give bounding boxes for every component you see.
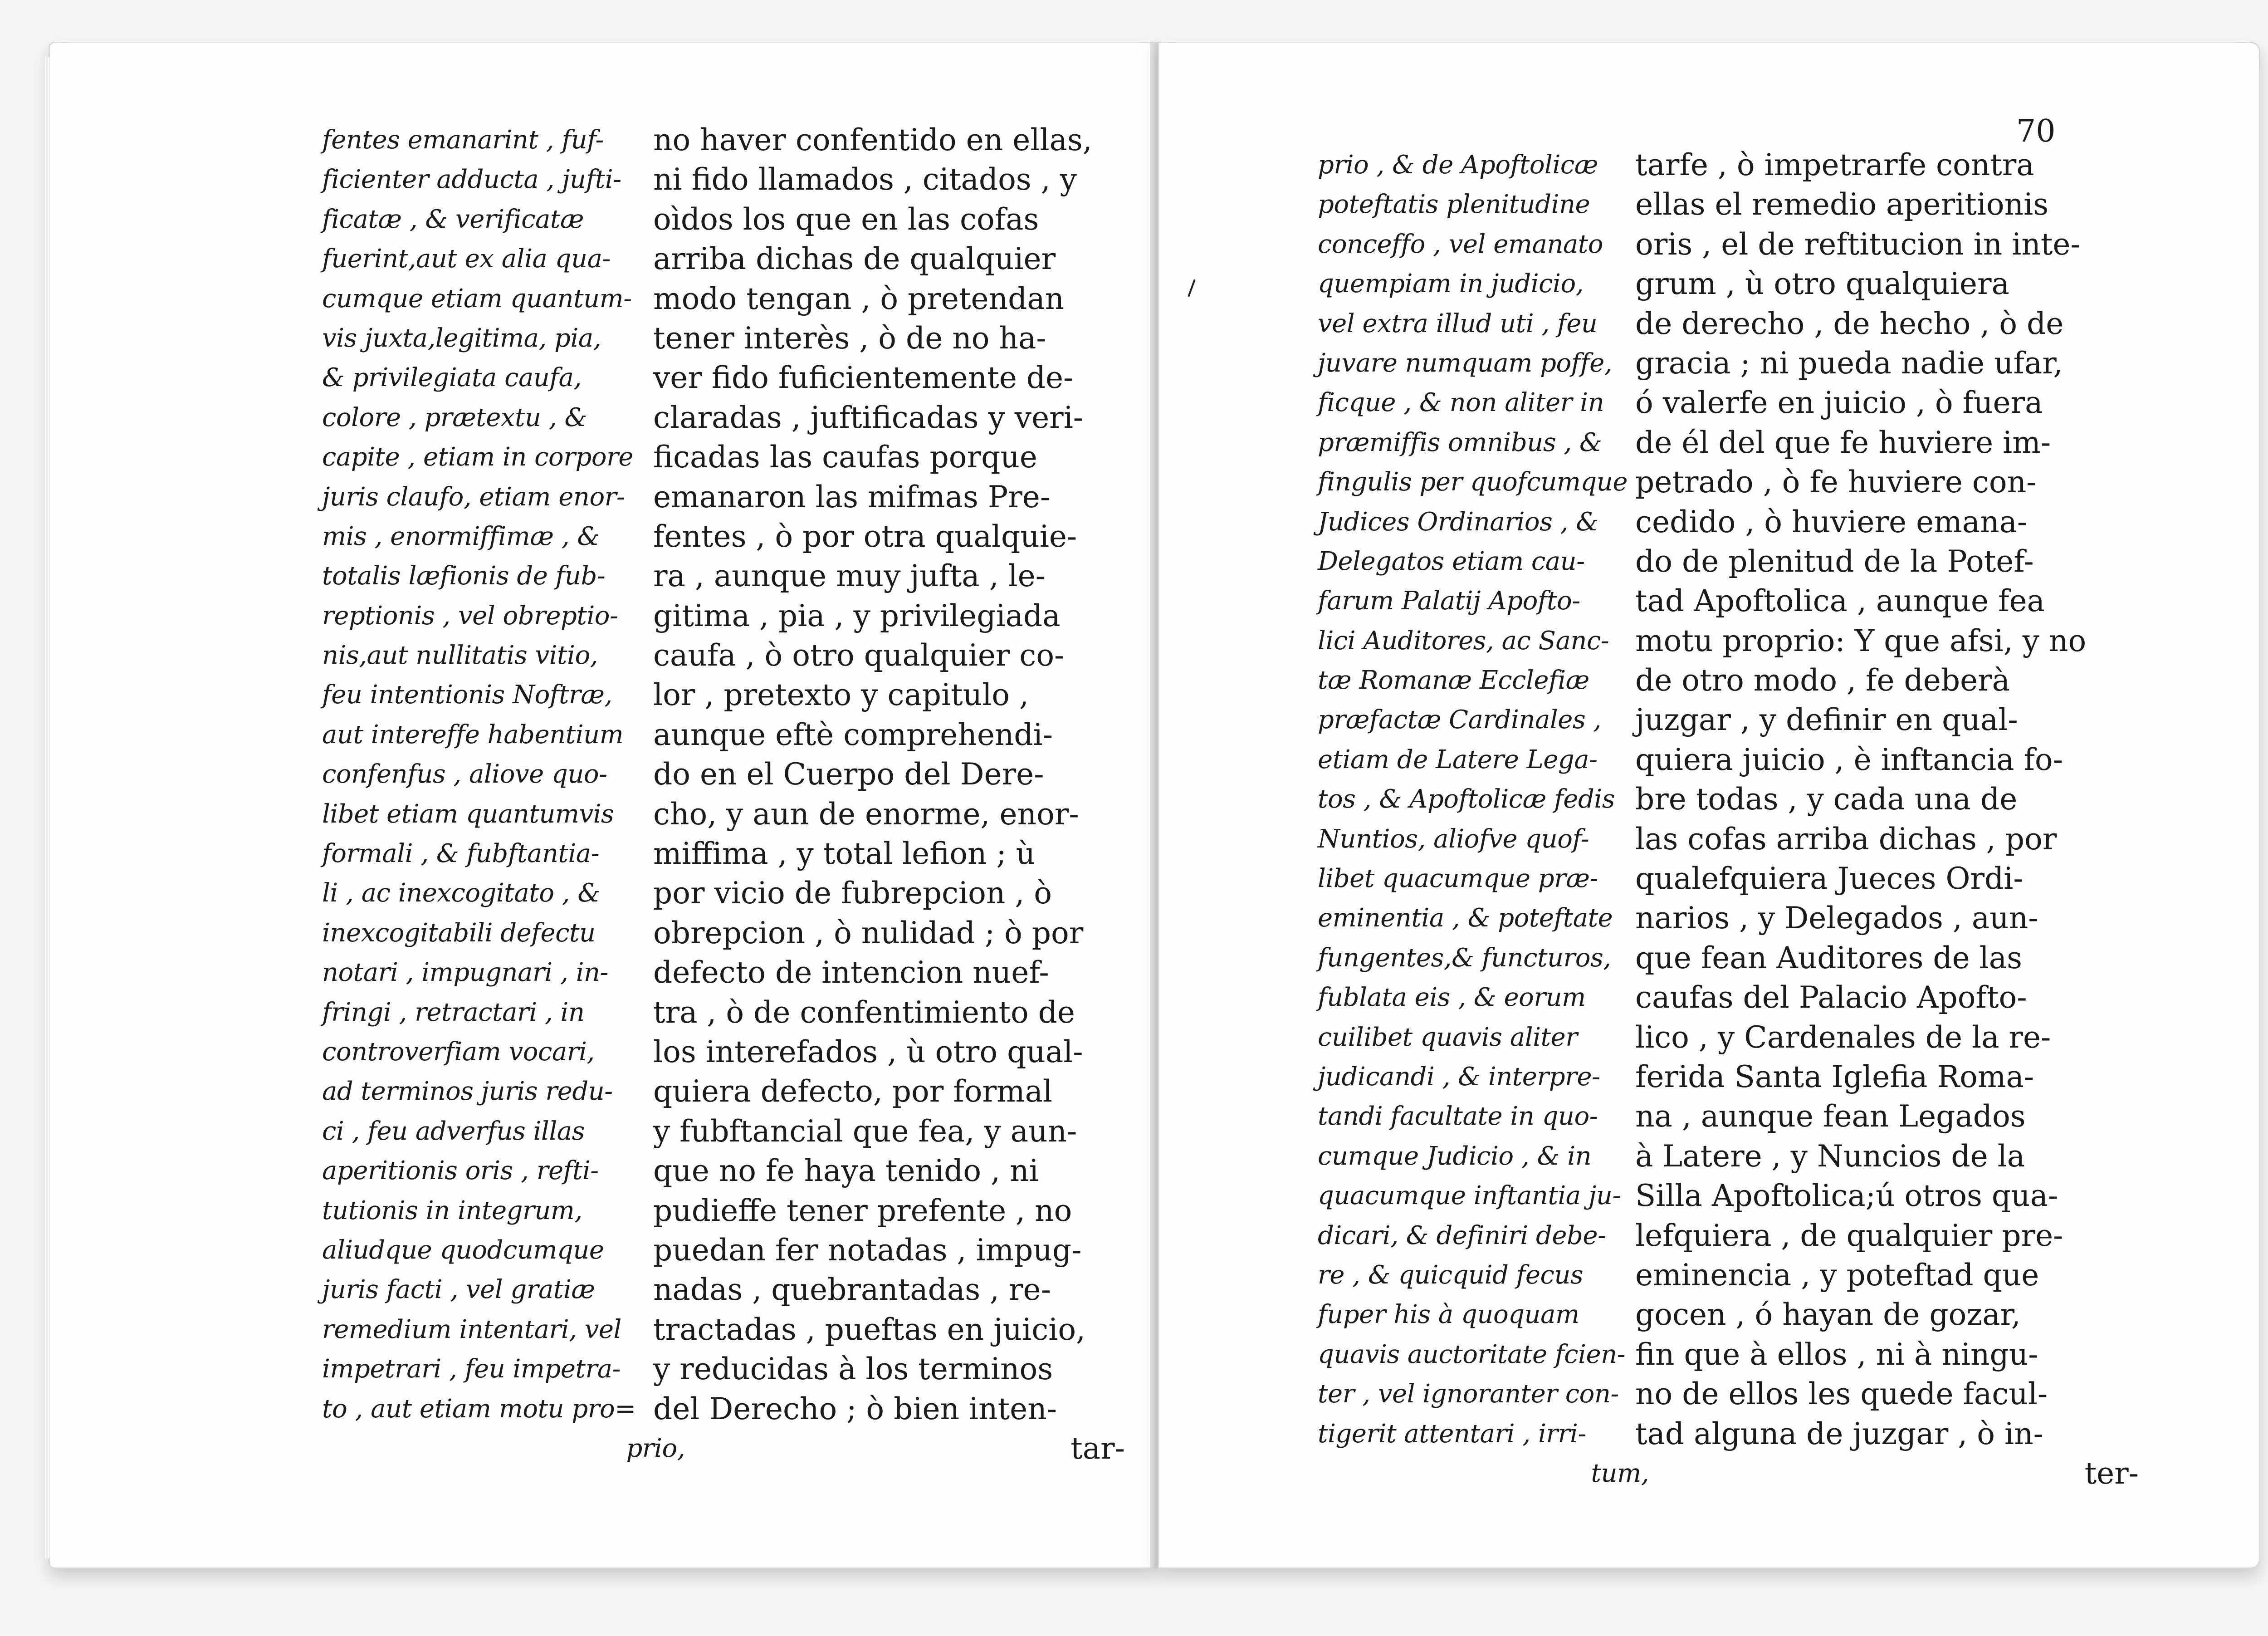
text-line: reptionis , vel obreptio- — [322, 601, 618, 631]
text-line: modo tengan , ò pretendan — [653, 281, 1065, 316]
text-line: poteftatis plenitudine — [1318, 190, 1590, 220]
text-line: lefquiera , de qualquier pre- — [1635, 1218, 2063, 1253]
text-line: motu proprio: Y que afsi, y no — [1635, 623, 2087, 658]
text-line: no de ellos les quede facul- — [1635, 1376, 2048, 1412]
text-line: quacumque inftantia ju- — [1318, 1181, 1621, 1211]
text-line: oris , el de reftitucion in inte- — [1635, 226, 2081, 262]
text-line: tad Apoftolica , aunque fea — [1635, 583, 2045, 619]
text-line: tum, — [1591, 1458, 1649, 1488]
text-line: qualefquiera Jueces Ordi- — [1635, 861, 2024, 896]
text-line: Delegatos etiam cau- — [1318, 546, 1585, 576]
text-line: bre todas , y cada una de — [1635, 782, 2018, 817]
text-line: claradas , juftificadas y veri- — [653, 400, 1084, 435]
text-line: ficatæ , & verificatæ — [322, 204, 584, 234]
text-line: ter , vel ignoranter con- — [1318, 1379, 1619, 1409]
text-line: tarfe , ò impetrarfe contra — [1635, 147, 2034, 182]
text-line: vis juxta,legitima, pia, — [322, 323, 601, 353]
text-line: oìdos los que en las cofas — [653, 201, 1039, 237]
text-line: ellas el remedio aperitionis — [1635, 187, 2049, 222]
text-line: quavis auctoritate fcien- — [1318, 1339, 1626, 1369]
text-line: fringi , retractari , in — [322, 997, 585, 1027]
text-line: emanaron las mifmas Pre- — [653, 479, 1051, 514]
text-line: tos , & Apoftolicæ fedis — [1318, 784, 1615, 814]
text-line: formali , & fubftantia- — [322, 839, 600, 869]
text-line: tæ Romanæ Ecclefiæ — [1318, 666, 1589, 696]
text-line: ci , feu adverfus illas — [322, 1116, 585, 1146]
text-line: præmiffis omnibus , & — [1318, 427, 1602, 457]
text-line: aut intereffe habentium — [322, 720, 624, 749]
text-line: libet etiam quantumvis — [322, 799, 614, 829]
right-page — [1159, 43, 2259, 1567]
text-line: defecto de intencion nuef- — [653, 955, 1049, 990]
text-line: feu intentionis Noftræ, — [322, 680, 612, 710]
text-line: juris claufo, etiam enor- — [322, 482, 625, 512]
text-line: do en el Cuerpo del Dere- — [653, 757, 1044, 792]
text-line: que fean Auditores de las — [1635, 940, 2022, 975]
text-line: puedan fer notadas , impug- — [653, 1232, 1082, 1268]
text-line: ficienter adducta , jufti- — [322, 165, 621, 195]
text-line: no haver confentido en ellas, — [653, 122, 1092, 157]
text-line: & privilegiata caufa, — [322, 363, 582, 393]
right-spanish-column — [1635, 145, 2139, 1493]
text-line: juris facti , vel gratiæ — [322, 1275, 595, 1305]
left-page — [50, 43, 1157, 1567]
ink-mark — [1188, 279, 1195, 297]
text-line: prio , & de Apoftolicæ — [1318, 150, 1598, 180]
text-line: ter- — [2084, 1455, 2139, 1491]
text-line: ra , aunque muy jufta , le- — [653, 558, 1046, 594]
text-line: las cofas arriba dichas , por — [1635, 821, 2057, 857]
text-line: conceffo , vel emanato — [1318, 229, 1603, 259]
text-line: arriba dichas de qualquier — [653, 241, 1056, 277]
text-line: dicari, & definiri debe- — [1318, 1220, 1606, 1250]
text-line: Silla Apoftolica;ú otros qua- — [1635, 1178, 2058, 1214]
text-line: ferida Santa Iglefia Roma- — [1635, 1059, 2034, 1094]
text-line: eminentia , & poteftate — [1318, 903, 1613, 933]
text-line: remedium intentari, vel — [322, 1314, 621, 1344]
text-line: ficadas las caufas porque — [653, 440, 1037, 475]
text-line: confenfus , aliove quo- — [322, 759, 607, 789]
book-spread — [50, 43, 2254, 1567]
text-line: gocen , ó hayan de gozar, — [1635, 1297, 2021, 1332]
text-line: à Latere , y Nuncios de la — [1635, 1138, 2025, 1174]
text-line: ad terminos juris redu- — [322, 1077, 613, 1107]
text-line: na , aunque fean Legados — [1635, 1099, 2026, 1134]
text-line: cuilibet quavis aliter — [1318, 1022, 1578, 1052]
text-line: gracia ; ni pueda nadie ufar, — [1635, 345, 2063, 381]
text-line: cho, y aun de enorme, enor- — [653, 796, 1079, 832]
text-line: y fubftancial que fea, y aun- — [653, 1113, 1077, 1149]
text-line: gitima , pia , y privilegiada — [653, 598, 1061, 633]
text-line: ó valerfe en juicio , ò fuera — [1635, 385, 2043, 421]
text-line: narios , y Delegados , aun- — [1635, 901, 2038, 936]
text-line: ficque , & non aliter in — [1318, 388, 1604, 418]
text-line: lico , y Cardenales de la re- — [1635, 1019, 2051, 1055]
text-line: do de plenitud de la Potef- — [1635, 544, 2034, 579]
text-line: tad alguna de juzgar , ò in- — [1635, 1416, 2043, 1451]
text-line: præfactæ Cardinales , — [1318, 705, 1601, 735]
text-line: re , & quicquid fecus — [1318, 1260, 1584, 1290]
text-line: fungentes,& functuros, — [1318, 943, 1611, 973]
text-line: fin que à ellos , ni à ningu- — [1635, 1337, 2038, 1372]
text-line: juvare numquam poffe, — [1318, 348, 1613, 378]
text-line: obrepcion , ò nulidad ; ò por — [653, 915, 1084, 950]
text-line: nis,aut nullitatis vitio, — [322, 641, 598, 671]
text-line: y reducidas à los terminos — [653, 1352, 1053, 1387]
text-line: caufas del Palacio Apofto- — [1635, 980, 2027, 1015]
left-latin-column — [322, 120, 685, 1468]
text-line: to , aut etiam motu pro= — [322, 1394, 636, 1424]
text-line: fentes , ò por otra qualquie- — [653, 519, 1077, 554]
text-line: tra , ò de confentimiento de — [653, 994, 1075, 1030]
text-line: tutionis in integrum, — [322, 1195, 582, 1225]
text-line: Judices Ordinarios , & — [1318, 507, 1598, 537]
text-line: fuper his à quoquam — [1318, 1300, 1579, 1330]
text-line: tigerit attentari , irri- — [1318, 1419, 1586, 1449]
right-latin-column — [1318, 145, 1649, 1493]
text-line: judicandi , & interpre- — [1318, 1062, 1600, 1092]
text-line: miffima , y total lefion ; ù — [653, 836, 1036, 872]
text-line: libet quacumque præ- — [1318, 864, 1598, 894]
text-line: farum Palatij Apofto- — [1318, 586, 1580, 616]
text-line: fuerint,aut ex alia qua- — [322, 244, 611, 274]
text-line: tener interès , ò de no ha- — [653, 320, 1046, 356]
text-line: del Derecho ; ò bien inten- — [653, 1391, 1057, 1426]
text-line: fentes emanarint , fuf- — [322, 125, 604, 155]
text-line: ni fido llamados , citados , y — [653, 162, 1077, 197]
text-line: que no fe haya tenido , ni — [653, 1153, 1039, 1189]
text-line: nadas , quebrantadas , re- — [653, 1272, 1051, 1308]
text-line: aperitionis oris , refti- — [322, 1156, 599, 1186]
text-line: juzgar , y definir en qual- — [1635, 702, 2018, 738]
text-line: lici Auditores, ac Sanc- — [1318, 626, 1609, 656]
text-line: colore , prætextu , & — [322, 402, 587, 432]
text-line: controverfiam vocari, — [322, 1037, 595, 1067]
text-line: tar- — [1070, 1430, 1125, 1466]
text-line: de otro modo , fe deberà — [1635, 663, 2010, 698]
text-line: tandi facultate in quo- — [1318, 1102, 1598, 1131]
text-line: Nuntios, aliofve quof- — [1318, 824, 1589, 854]
text-line: notari , impugnari , in- — [322, 958, 608, 988]
text-line: lor , pretexto y capitulo , — [653, 677, 1029, 713]
text-line: cumque etiam quantum- — [322, 284, 632, 313]
text-line: de él del que fe huviere im- — [1635, 425, 2051, 460]
text-line: li , ac inexcogitato , & — [322, 878, 600, 908]
text-line: pudieffe tener prefente , no — [653, 1193, 1072, 1228]
text-line: cedido , ò huviere emana- — [1635, 504, 2028, 539]
text-line: prio, — [626, 1433, 685, 1463]
text-line: petrado , ò fe huviere con- — [1635, 465, 2037, 500]
text-line: cumque Judicio , & in — [1318, 1141, 1592, 1171]
text-line: fublata eis , & eorum — [1318, 983, 1586, 1013]
text-line: quiera defecto, por formal — [653, 1074, 1053, 1109]
text-line: fingulis per quofcumque — [1318, 467, 1628, 497]
text-line: por vicio de fubrepcion , ò — [653, 876, 1052, 911]
text-line: quempiam in judicio, — [1318, 269, 1584, 299]
text-line: inexcogitabili defectu — [322, 918, 596, 948]
text-line: quiera juicio , è inftancia fo- — [1635, 742, 2063, 777]
text-line: grum , ù otro qualquiera — [1635, 266, 2009, 302]
text-line: mis , enormiffimæ , & — [322, 521, 600, 551]
left-spanish-column — [653, 120, 1125, 1468]
text-line: aliudque quodcumque — [322, 1235, 604, 1265]
text-line: etiam de Latere Lega- — [1318, 745, 1598, 774]
text-line: eminencia , y poteftad que — [1635, 1257, 2039, 1293]
text-line: vel extra illud uti , feu — [1318, 309, 1598, 338]
text-line: tractadas , pueftas en juicio, — [653, 1312, 1086, 1347]
text-line: de derecho , de hecho , ò de — [1635, 306, 2064, 341]
text-line: aunque eftè comprehendi- — [653, 717, 1053, 752]
page-number: 70 — [2016, 113, 2056, 149]
text-line: los interefados , ù otro qual- — [653, 1034, 1083, 1069]
text-line: totalis læfionis de fub- — [322, 561, 606, 591]
text-line: caufa , ò otro qualquier co- — [653, 638, 1065, 673]
text-line: ver fido fuficientemente de- — [653, 360, 1074, 396]
text-line: impetrari , feu impetra- — [322, 1354, 621, 1384]
text-line: capite , etiam in corpore — [322, 442, 633, 472]
